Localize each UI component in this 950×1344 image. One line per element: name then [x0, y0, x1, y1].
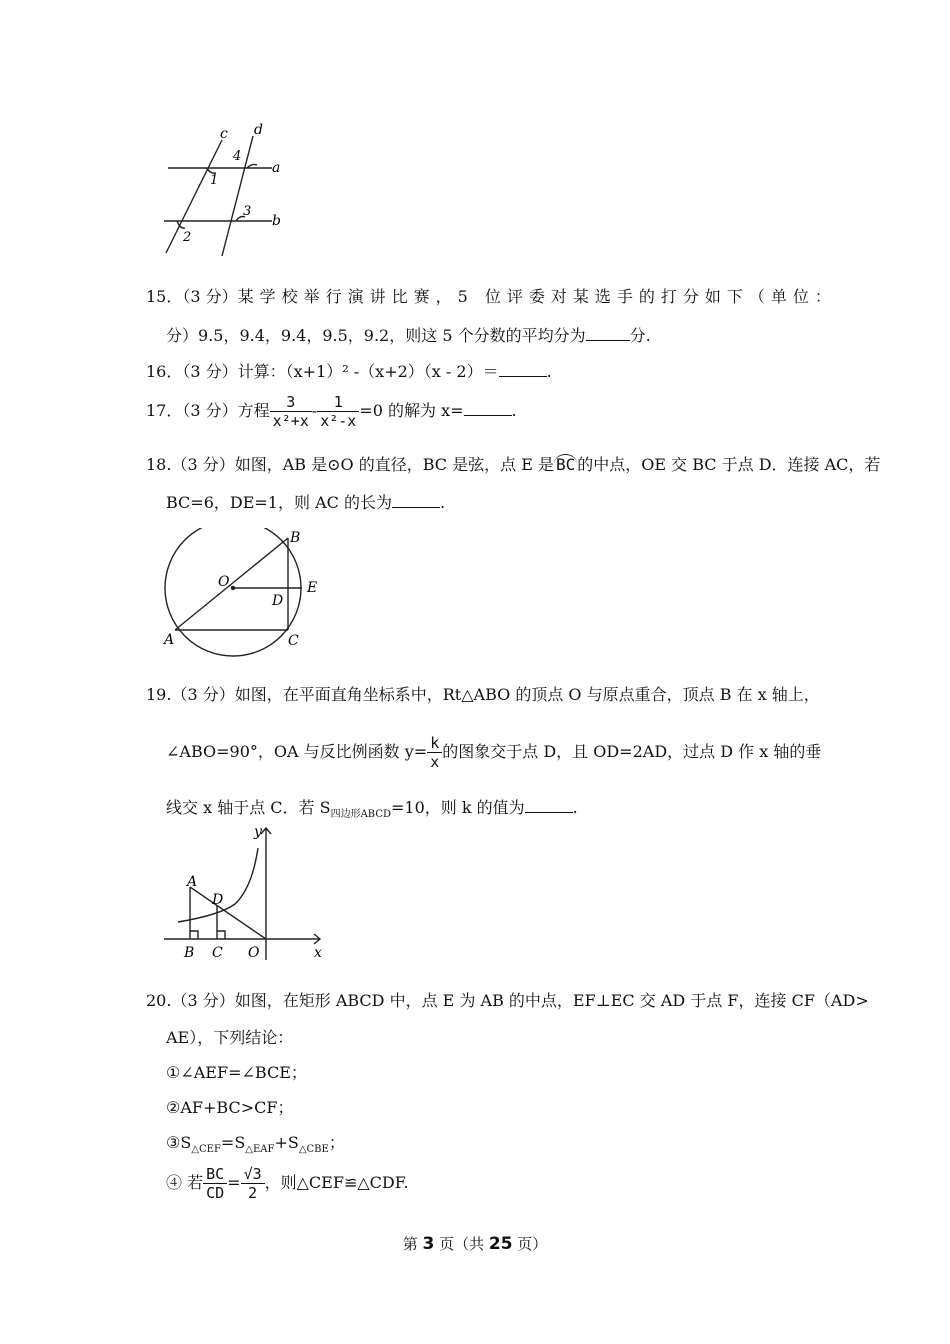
line-a-label: a [272, 160, 281, 176]
q19-number: 19. [146, 685, 172, 704]
q17-line [146, 393, 517, 430]
q17-fraction-2 [317, 393, 359, 430]
q15-text1: 某学校举行演讲比赛，5 位评委对某选手的打分如下（单位： [237, 287, 837, 306]
q17-f2-numerator: 1 [333, 393, 343, 411]
q19-area-subscript: 四边形ABCD [330, 809, 392, 821]
q18-line1 [146, 452, 880, 475]
page-footer [0, 1233, 950, 1254]
q20-line2 [166, 1025, 293, 1048]
q20-conclusion-4 [166, 1165, 408, 1202]
point-D-label: D [272, 593, 284, 609]
q19-text3a: 线交 x 轴于点 C．若 S [166, 798, 331, 817]
q19-line1 [146, 682, 820, 705]
q18-score: （3 分） [171, 455, 235, 474]
q17-pre: 方程 [237, 401, 270, 420]
q15-score: （3 分） [182, 287, 238, 306]
q20-c4-fraction-2 [241, 1165, 265, 1202]
point-C-label: C [288, 633, 299, 649]
point-B-label: B [184, 945, 195, 961]
point-B-label: B [290, 530, 301, 546]
q18-arc-bc: BC [555, 455, 576, 474]
q19-text2b: 的图象交于点 D，且 OD=2AD，过点 D 作 x 轴的垂 [442, 742, 822, 761]
q20-c4-f1-numerator: BC [206, 1165, 225, 1183]
q19-fraction [427, 734, 442, 771]
q20-c2-text: ②AF+BC>CF； [166, 1098, 294, 1117]
angle-4-label: 4 [233, 149, 242, 164]
q17-end: . [511, 401, 517, 420]
q20-c4b: ，则△CEF≌△CDF. [264, 1173, 409, 1192]
q19-f-numerator: k [430, 734, 440, 752]
q20-c4-fraction-1 [203, 1165, 227, 1202]
q15-text2: 分）9.5，9.4，9.4，9.5，9.2，则这 5 个分数的平均分为 [166, 326, 586, 345]
point-O-label: O [218, 574, 230, 590]
q15-answer-blank[interactable] [586, 326, 630, 341]
axis-x-label: x [314, 945, 322, 961]
q16-answer-blank[interactable] [499, 362, 547, 377]
q20-c4a: ④ 若 [166, 1173, 204, 1192]
q18-number: 18. [146, 455, 172, 474]
q19-end: . [572, 798, 578, 817]
q15-line2 [166, 323, 651, 346]
point-C-label: C [212, 945, 223, 961]
line-d-label: d [254, 122, 263, 138]
q17-answer-blank[interactable] [464, 401, 512, 416]
line-b-label: b [272, 213, 281, 229]
q20-number: 20. [146, 991, 172, 1010]
q16-line: 16．（3 分）计算：（x+1）² -（x+2）（x - 2）＝ . [146, 362, 552, 381]
point-D-label: D [212, 892, 224, 908]
q20-line1 [146, 988, 869, 1011]
q20-score: （3 分） [171, 991, 235, 1010]
line-c-label: c [220, 126, 228, 142]
footer-mid: 页（共 [434, 1235, 489, 1253]
point-O-label: O [248, 945, 260, 961]
q17-minus: - [311, 401, 318, 420]
q17-fraction-1 [270, 393, 312, 430]
angle-3-label: 3 [243, 204, 252, 219]
q16-number: 16． [146, 362, 183, 381]
footer-page-number: 3 [422, 1234, 435, 1254]
parallel-lines-figure [150, 118, 300, 260]
q20-text1: 如图，在矩形 ABCD 中，点 E 为 AB 的中点，EF⊥EC 交 AD 于点 F，连接 CF（AD> [234, 991, 869, 1010]
q19-text1: 如图，在平面直角坐标系中，Rt△ABO 的顶点 O 与原点重合，顶点 B 在 x 轴上， [234, 685, 820, 704]
q20-c4-f2-denominator: 2 [241, 1183, 265, 1202]
q20-c3d: ； [328, 1133, 345, 1152]
q20-c4-f2-numerator: √3 [243, 1165, 262, 1183]
q15-line1 [146, 284, 837, 307]
q19-text3b: =10，则 k 的值为 [391, 798, 525, 817]
axis-y-label: y [254, 824, 262, 840]
q17-score: （3 分） [182, 401, 238, 420]
coordinate-figure [160, 820, 330, 962]
point-A-label: A [164, 632, 175, 648]
q18-text1a: 如图，AB 是⊙O 的直径，BC 是弦，点 E 是 [234, 455, 554, 474]
q20-conclusion-2 [166, 1095, 293, 1118]
q20-c4-f1-denominator: CD [203, 1183, 227, 1202]
circle-figure [160, 528, 330, 658]
angle-2-label: 2 [183, 230, 192, 245]
q19-text2a: ∠ABO=90°，OA 与反比例函数 y= [166, 742, 428, 761]
q20-conclusion-1 [166, 1060, 307, 1083]
point-E-label: E [307, 580, 318, 596]
q19-line3 [166, 795, 578, 820]
q20-c3c: +S [274, 1133, 299, 1152]
q16-text: 计算：（x+1）² -（x+2）（x - 2）＝ [237, 362, 499, 381]
footer-total-pages: 25 [488, 1234, 513, 1254]
q20-c3-sub3: △CBE [298, 1144, 329, 1156]
q17-post: =0 的解为 x= [359, 401, 464, 420]
q19-f-denominator: x [427, 752, 442, 771]
q20-c3b: =S [220, 1133, 246, 1152]
footer-pre: 第 [402, 1235, 423, 1253]
q17-f1-denominator: x²+x [270, 411, 312, 430]
q17-f1-numerator: 3 [286, 393, 296, 411]
q19-answer-blank[interactable] [525, 798, 573, 813]
footer-post: 页） [512, 1235, 548, 1253]
q20-c3-sub1: △CEF [191, 1144, 221, 1156]
q18-text2: BC=6，DE=1，则 AC 的长为 [166, 493, 392, 512]
q17-f2-denominator: x²-x [317, 411, 359, 430]
q15-text3: 分. [629, 326, 651, 345]
q17-number: 17． [146, 401, 183, 420]
q19-line2 [166, 734, 821, 771]
point-A-label: A [187, 874, 198, 890]
q20-c3a: ③S [166, 1133, 192, 1152]
q18-end: . [439, 493, 446, 512]
q15-number: 15． [146, 287, 183, 306]
q20-conclusion-3 [166, 1130, 345, 1155]
q18-line2 [166, 490, 445, 513]
q18-text1b: 的中点，OE 交 BC 于点 D．连接 AC，若 [577, 455, 881, 474]
q16-score: （3 分） [182, 362, 238, 381]
q20-text2: AE），下列结论： [166, 1028, 294, 1047]
q20-c3-sub2: △EAF [245, 1144, 275, 1156]
q20-c4-eq: = [227, 1173, 241, 1192]
q20-c1-text: ①∠AEF=∠BCE； [166, 1063, 307, 1082]
angle-1-label: 1 [210, 173, 219, 188]
q19-score: （3 分） [171, 685, 235, 704]
q18-answer-blank[interactable] [392, 493, 440, 508]
